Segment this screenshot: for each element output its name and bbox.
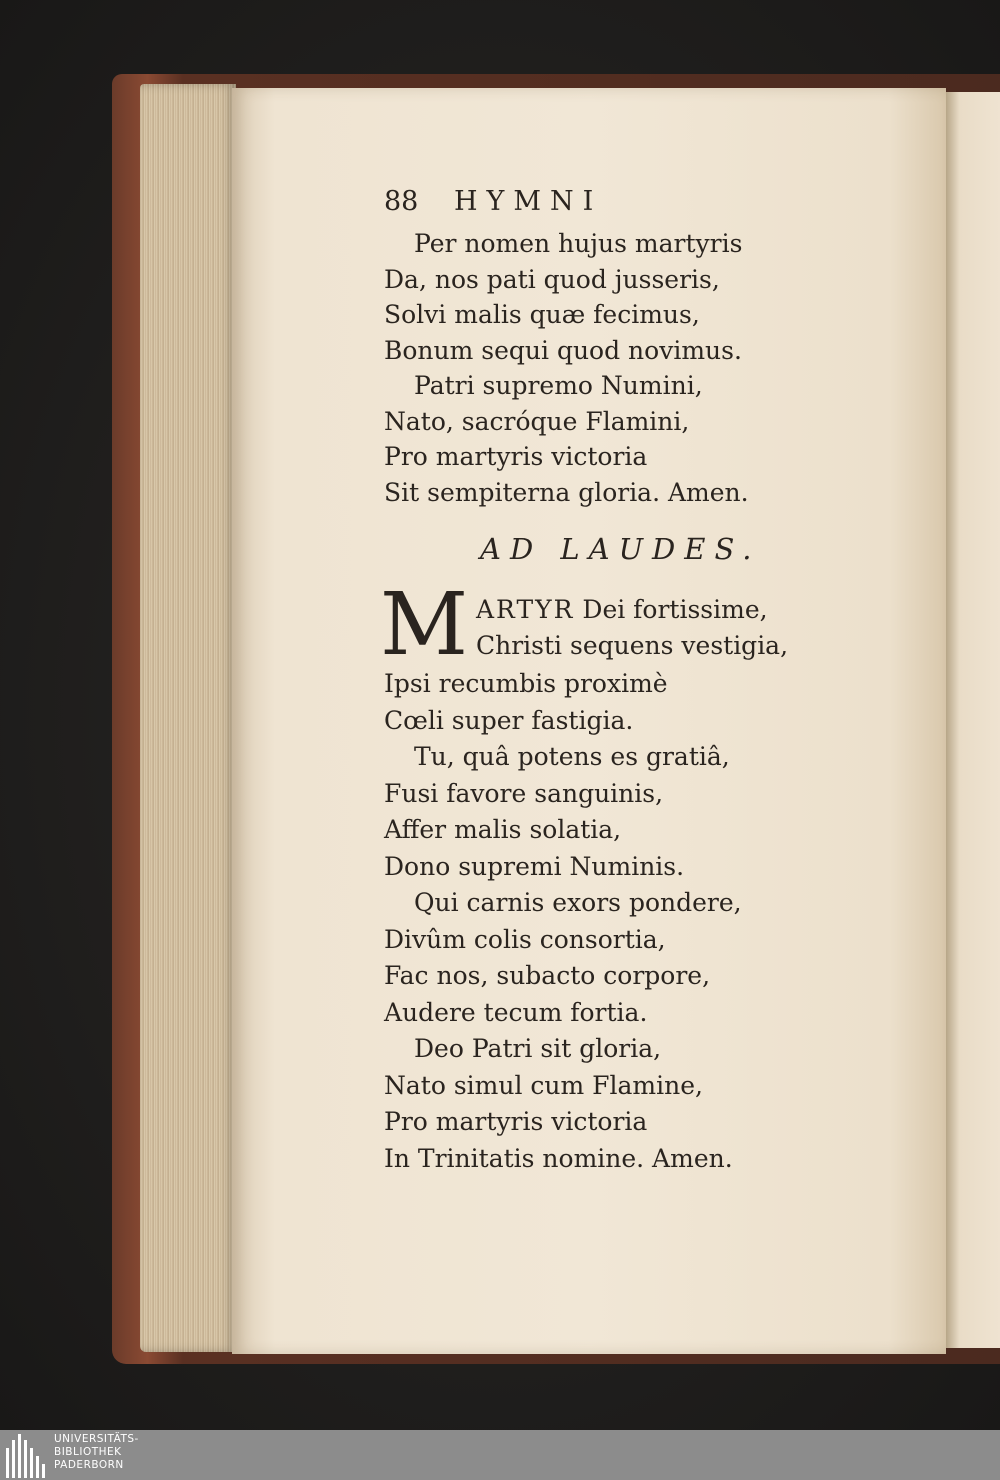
verse-line: Dono supremi Numinis. [384,851,685,881]
verse-line: Deo Patri sit gloria, [414,1034,662,1063]
library-name-line: BIBLIOTHEK [54,1446,122,1458]
verse-line: In Trinitatis nomine. Amen. [384,1143,733,1173]
verse-line: Pro martyris victoria [384,442,648,471]
running-head: HYMNI [454,186,603,217]
verse-line: Sit sempiterna gloria. Amen. [384,477,749,507]
library-name-line: PADERBORN [54,1459,124,1471]
library-name-line: UNIVERSITÄTS- [54,1433,139,1445]
page-header [384,186,854,226]
first-word-smallcaps: ARTYR [476,595,575,624]
section-title: AD LAUDES. [480,532,761,566]
first-line-rest: Dei fortissime, [574,595,768,624]
verse-line: Bonum sequi quod novimus. [384,335,742,365]
verse-line: Da, nos pati quod jusseris, [384,264,720,294]
stanza [384,885,854,1031]
verse-line: Per nomen hujus martyris [414,229,743,258]
hymn-opening [380,575,854,675]
verse-line: Nato, sacróque Flamini, [384,406,690,436]
page-edges [140,84,236,1352]
verse-line: Cœli super fastigia. [384,705,634,735]
verse-line: Audere tecum fortia. [384,997,648,1027]
stanza [384,666,854,739]
verse-line: Fac nos, subacto corpore, [384,961,711,990]
facing-page-edge [946,92,1000,1348]
verse-line: Christi sequens vestigia, [476,631,789,660]
verse-line: Tu, quâ potens es gratiâ, [414,742,730,771]
page-text [380,186,854,1177]
verse-line: Qui carnis exors pondere, [414,888,742,917]
drop-cap: M [380,575,469,675]
library-logo-icon [6,1432,46,1478]
verse-line: Divûm colis consortia, [384,924,666,954]
library-footer [0,1430,1000,1480]
verse-line: Ipsi recumbis proximè [384,669,668,698]
verse-line: Solvi malis quæ fecimus, [384,300,700,329]
verse-line: Affer malis solatia, [384,815,622,844]
page-number: 88 [384,186,419,217]
verse-line: Fusi favore sanguinis, [384,778,664,808]
stanza [384,739,854,885]
verse-line: Patri supremo Numini, [414,371,703,400]
verse-line [476,592,768,628]
stanza [384,226,854,368]
verse-line: Nato simul cum Flamine, [384,1070,703,1100]
stanza [384,1031,854,1177]
stanza [384,368,854,510]
library-name [54,1433,139,1472]
verse-line: Pro martyris victoria [384,1107,648,1136]
